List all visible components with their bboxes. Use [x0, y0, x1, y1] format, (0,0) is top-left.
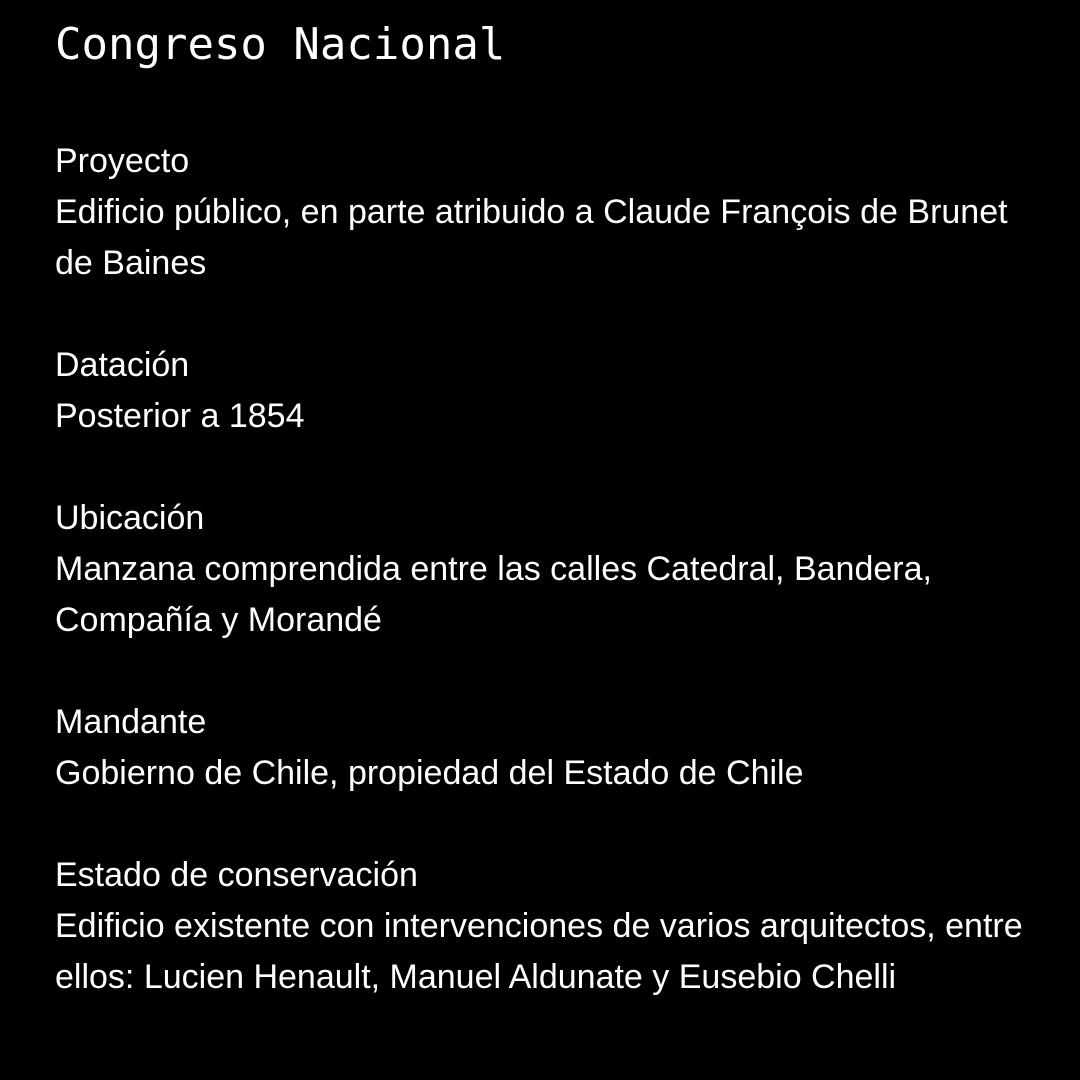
info-sections: [55, 136, 1045, 1003]
page-title: Congreso Nacional: [55, 19, 506, 70]
section-proyecto: [55, 136, 1045, 289]
section-estado-de-conservacion: [55, 850, 1045, 1003]
section-value: Edificio público, en parte atribuido a Claude François de Brunet de Baines: [55, 193, 1008, 282]
section-value: Manzana comprendida entre las calles Catedral, Bandera, Compañía y Morandé: [55, 550, 932, 639]
section-label: Proyecto: [55, 142, 190, 180]
section-value: Gobierno de Chile, propiedad del Estado de Chile: [55, 754, 804, 792]
section-datacion: [55, 340, 1045, 442]
document-page: [55, 0, 1045, 1003]
section-label: Mandante: [55, 703, 207, 741]
section-label: Ubicación: [55, 499, 205, 537]
section-label: Datación: [55, 346, 190, 384]
section-label: Estado de conservación: [55, 856, 418, 894]
section-ubicacion: [55, 493, 1045, 646]
section-value: Posterior a 1854: [55, 397, 305, 435]
section-value: Edificio existente con intervenciones de varios arquitectos, entre ellos: Lucien Henault, Manuel Aldunate y Eusebio Chelli: [55, 907, 1023, 996]
section-mandante: [55, 697, 1045, 799]
